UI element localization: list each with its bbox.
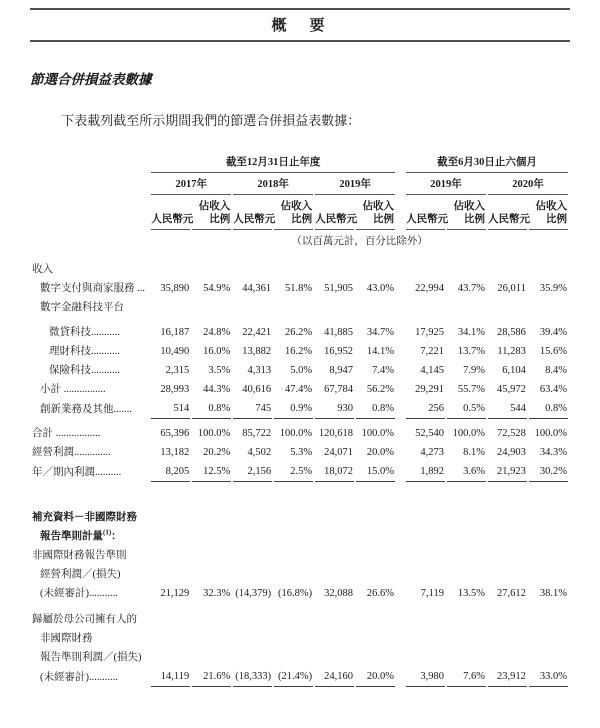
value-cell: 32.3%	[203, 588, 231, 599]
value-cell: 35,890	[160, 283, 190, 294]
column-gap	[397, 667, 404, 687]
value-cell: 55.7%	[457, 384, 485, 395]
value-cell: 26,011	[497, 283, 526, 294]
value-cell: 10,490	[160, 346, 190, 357]
value-cell: 72,528	[497, 428, 526, 439]
value-cell: 21,129	[160, 588, 190, 599]
value-cell: 13,182	[160, 447, 190, 458]
table-row	[32, 667, 568, 687]
value-cell: 14,119	[151, 667, 190, 687]
value-cell: 26.6%	[366, 588, 395, 599]
value-cell: 11,283	[497, 346, 526, 357]
subcolumn-header-row	[32, 195, 568, 230]
value-cell: 23,912	[488, 667, 527, 687]
value-cell: 2.5%	[274, 462, 313, 482]
header-bottom-rule	[30, 40, 570, 42]
row-label: 理財科技...........	[49, 346, 120, 357]
value-cell: 22,994	[415, 283, 445, 294]
table-row	[32, 565, 568, 584]
row-label: 經營利潤／(損失)	[40, 569, 121, 580]
value-cell: 7,119	[420, 588, 445, 599]
value-cell: 34.1%	[457, 327, 485, 338]
value-cell: 3,980	[406, 667, 445, 687]
table-row	[32, 546, 568, 565]
value-cell: 18,072	[315, 462, 354, 482]
value-cell: 39.4%	[539, 327, 567, 338]
col-rmb: 人民幣元	[488, 195, 527, 230]
value-cell: 2,156	[233, 462, 272, 482]
value-cell: 67,784	[324, 384, 354, 395]
spacer-row	[32, 250, 568, 260]
col-rmb: 人民幣元	[233, 195, 272, 230]
unit-note: （以百萬元計，百分比除外）	[291, 236, 428, 247]
col-pct: 佔收入 比例	[356, 195, 395, 230]
row-label: 補充資料－非國際財務	[32, 512, 137, 523]
value-cell: 43.0%	[366, 283, 395, 294]
value-cell: 100.0%	[361, 428, 395, 439]
table-row	[32, 508, 568, 527]
row-label: 報告準則計量$^{(1)}$：	[40, 528, 122, 542]
table-row	[32, 260, 568, 279]
value-cell: 8,947	[329, 365, 354, 376]
interim-2020: 2020年	[488, 173, 568, 195]
value-cell: 4,502	[247, 447, 272, 458]
value-cell: 120,618	[318, 428, 354, 439]
row-label: (未經審計)...........	[40, 671, 118, 683]
value-cell: 3.5%	[208, 365, 231, 376]
year-2017: 2017年	[151, 173, 231, 195]
value-cell: 4,313	[247, 365, 272, 376]
value-cell: 13.7%	[457, 346, 485, 357]
value-cell: 4,273	[420, 447, 445, 458]
value-cell: 51.8%	[284, 283, 313, 294]
value-cell: (21.4%)	[274, 667, 313, 687]
value-cell: 1,892	[406, 462, 445, 482]
value-cell: 44,361	[242, 283, 272, 294]
table-row	[32, 462, 568, 482]
value-cell: 544	[488, 399, 527, 419]
column-gap	[397, 323, 404, 342]
spacer-row	[32, 603, 568, 610]
group-header-row	[32, 153, 568, 173]
table-row	[32, 380, 568, 399]
value-cell: 15.6%	[539, 346, 567, 357]
value-cell: 256	[406, 399, 445, 419]
interim-2019: 2019年	[406, 173, 486, 195]
value-cell: 930	[315, 399, 354, 419]
value-cell: 51,905	[324, 283, 354, 294]
table-row	[32, 361, 568, 380]
value-cell: 28,586	[497, 327, 526, 338]
row-label: 報告準則利潤／(損失)	[40, 652, 142, 663]
column-gap	[397, 424, 404, 443]
value-cell: 6,104	[502, 365, 526, 376]
col-rmb: 人民幣元	[315, 195, 354, 230]
table-row	[32, 648, 568, 667]
value-cell: 100.0%	[452, 428, 485, 439]
col-rmb: 人民幣元	[151, 195, 190, 230]
value-cell: 35.9%	[539, 283, 567, 294]
value-cell: 8,205	[151, 462, 190, 482]
value-cell: 16.2%	[284, 346, 313, 357]
value-cell: (18,333)	[233, 667, 272, 687]
value-cell: 45,972	[497, 384, 526, 395]
value-cell: 4,145	[420, 365, 445, 376]
row-label: 數字金融科技平台	[40, 302, 124, 313]
value-cell: 20.0%	[356, 667, 395, 687]
column-gap	[397, 342, 404, 361]
year-2018: 2018年	[233, 173, 313, 195]
column-gap	[397, 361, 404, 380]
value-cell: 34.3%	[539, 447, 567, 458]
value-cell: 2,315	[165, 365, 190, 376]
value-cell: (16.8%)	[277, 588, 313, 599]
column-gap	[397, 584, 404, 603]
income-table-body	[32, 250, 568, 687]
row-label: 數字支付與商家服務 ...	[40, 283, 145, 294]
value-cell: 100.0%	[279, 428, 313, 439]
value-cell: 44.3%	[203, 384, 231, 395]
table-row	[32, 279, 568, 298]
value-cell: 0.9%	[274, 399, 313, 419]
value-cell: 20.0%	[366, 447, 395, 458]
value-cell: 16,952	[324, 346, 354, 357]
table-row	[32, 610, 568, 629]
row-label: 非國際財務報告準則	[32, 550, 127, 561]
column-gap	[397, 399, 404, 419]
table-row	[32, 443, 568, 462]
year-header-row	[32, 173, 568, 195]
value-cell: 24,903	[497, 447, 526, 458]
value-cell: 0.8%	[192, 399, 231, 419]
col-pct: 佔收入 比例	[447, 195, 486, 230]
value-cell: 100.0%	[534, 428, 567, 439]
empty-corner	[32, 153, 149, 173]
value-cell: 13.5%	[457, 588, 485, 599]
value-cell: 40,616	[242, 384, 272, 395]
value-cell: 0.5%	[447, 399, 486, 419]
section-title: 節選合併損益表數據	[30, 72, 152, 87]
value-cell: 5.3%	[290, 447, 313, 458]
table-row	[32, 629, 568, 648]
value-cell: 85,722	[242, 428, 272, 439]
value-cell: 24,071	[324, 447, 354, 458]
value-cell: 65,396	[160, 428, 190, 439]
value-cell: 30.2%	[529, 462, 568, 482]
col-pct: 佔收入 比例	[274, 195, 313, 230]
column-gap	[397, 462, 404, 482]
row-label: 非國際財務	[40, 633, 93, 644]
period-group-annual: 截至12月31日止年度	[151, 153, 395, 173]
value-cell: 54.9%	[203, 283, 231, 294]
value-cell: 47.4%	[284, 384, 313, 395]
value-cell: 8.4%	[545, 365, 567, 376]
row-label: 歸屬於母公司擁有人的	[32, 614, 137, 625]
column-gap	[397, 380, 404, 399]
value-cell: 32,088	[324, 588, 354, 599]
value-cell: 745	[233, 399, 272, 419]
table-row	[32, 342, 568, 361]
period-group-interim: 截至6月30日止六個月	[406, 153, 568, 173]
value-cell: (14,379)	[235, 588, 272, 599]
value-cell: 7,221	[420, 346, 445, 357]
value-cell: 52,540	[415, 428, 445, 439]
value-cell: 21,923	[488, 462, 527, 482]
value-cell: 5.0%	[290, 365, 313, 376]
value-cell: 3.6%	[447, 462, 486, 482]
value-cell: 514	[151, 399, 190, 419]
value-cell: 29,291	[415, 384, 445, 395]
value-cell: 22,421	[242, 327, 272, 338]
value-cell: 12.5%	[192, 462, 231, 482]
year-2019: 2019年	[315, 173, 395, 195]
value-cell: 43.7%	[457, 283, 485, 294]
row-label: 收入	[32, 264, 53, 275]
value-cell: 100.0%	[197, 428, 231, 439]
row-label: 微貸科技...........	[49, 327, 120, 338]
row-label: 合計 .................	[32, 428, 101, 439]
value-cell: 15.0%	[356, 462, 395, 482]
value-cell: 38.1%	[539, 588, 567, 599]
value-cell: 27,612	[497, 588, 526, 599]
value-cell: 33.0%	[529, 667, 568, 687]
value-cell: 7.6%	[447, 667, 486, 687]
table-row	[32, 527, 568, 546]
value-cell: 16,187	[160, 327, 190, 338]
income-statement-table	[30, 153, 570, 687]
page-header	[30, 8, 570, 42]
value-cell: 0.8%	[356, 399, 395, 419]
value-cell: 20.2%	[203, 447, 231, 458]
column-gap	[397, 443, 404, 462]
value-cell: 56.2%	[366, 384, 395, 395]
table-row	[32, 323, 568, 342]
value-cell: 7.4%	[372, 365, 395, 376]
intro-paragraph: 下表載列截至所示期間我們的節選合併損益表數據：	[61, 113, 361, 128]
value-cell: 21.6%	[192, 667, 231, 687]
table-row	[32, 584, 568, 603]
value-cell: 8.1%	[463, 447, 485, 458]
value-cell: 16.0%	[203, 346, 231, 357]
table-row	[32, 424, 568, 443]
col-rmb: 人民幣元	[406, 195, 445, 230]
value-cell: 26.2%	[284, 327, 313, 338]
column-gap	[397, 279, 404, 298]
col-pct: 佔收入 比例	[192, 195, 231, 230]
table-row	[32, 298, 568, 317]
value-cell: 24,160	[315, 667, 354, 687]
value-cell: 63.4%	[539, 384, 567, 395]
value-cell: 13,882	[242, 346, 272, 357]
row-label: 創新業務及其他.......	[40, 403, 132, 415]
unit-note-row	[32, 230, 568, 250]
value-cell: 34.7%	[366, 327, 395, 338]
row-label: 小計 ................	[40, 384, 106, 395]
row-label: 保險科技...........	[49, 365, 120, 376]
value-cell: 28,993	[160, 384, 190, 395]
value-cell: 41,885	[324, 327, 354, 338]
value-cell: 14.1%	[366, 346, 395, 357]
value-cell: 0.8%	[529, 399, 568, 419]
value-cell: 7.9%	[463, 365, 485, 376]
col-pct: 佔收入 比例	[529, 195, 568, 230]
spacer-row	[32, 482, 568, 508]
table-row	[32, 399, 568, 419]
row-label: (未經審計)...........	[40, 588, 118, 599]
value-cell: 24.8%	[203, 327, 231, 338]
page-title: 概 要	[271, 18, 329, 34]
row-label: 經營利潤..............	[32, 447, 111, 458]
value-cell: 17,925	[415, 327, 445, 338]
row-label: 年／期內利潤..........	[32, 466, 122, 478]
